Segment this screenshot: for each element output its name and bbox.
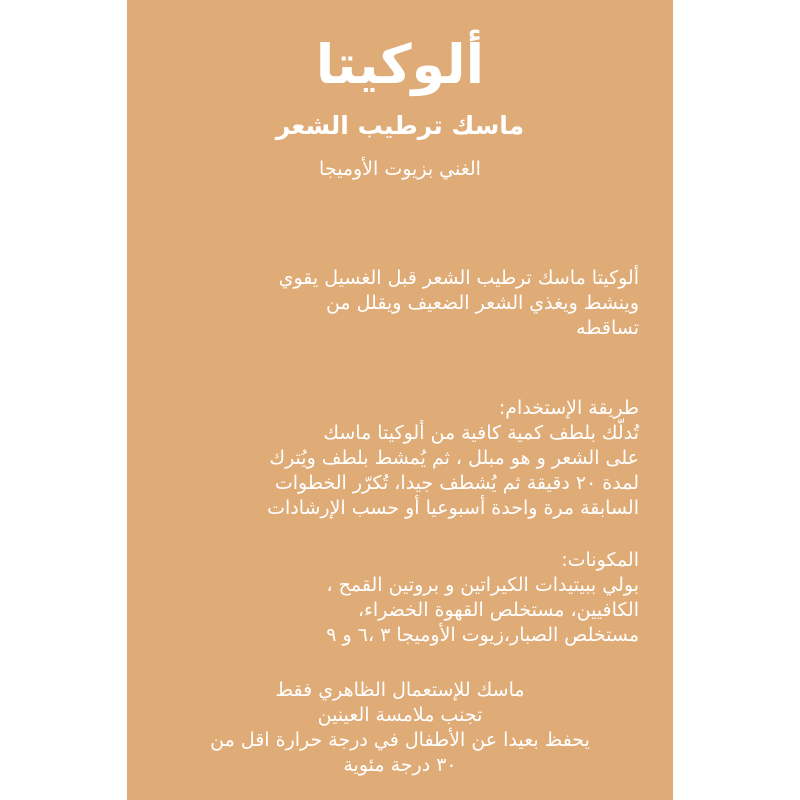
usage-line: السابقة مرة واحدة أسبوعيا أو حسب الإرشادات bbox=[267, 497, 639, 519]
usage-line: على الشعر و هو مبلل ، ثم يُمشط بلطف ويُترك bbox=[269, 447, 639, 469]
ingredients-heading: المكونات: bbox=[561, 549, 639, 571]
warning-line: تجنب ملامسة العينين bbox=[317, 704, 483, 726]
intro-line: وينشط ويغذي الشعر الضعيف ويقلل من bbox=[325, 292, 639, 314]
usage-line: تُدلّك بلطف كمية كافية من ألوكيتا ماسك bbox=[323, 422, 639, 444]
intro-line: ألوكيتا ماسك ترطيب الشعر قبل الغسيل يقوي bbox=[278, 267, 639, 289]
ingredients-line: مستخلص الصبار،زيوت الأوميجا ٣ ،٦ و ٩ bbox=[326, 624, 639, 646]
usage-heading: طريقة الإستخدام: bbox=[498, 397, 639, 419]
ingredients-section bbox=[157, 548, 639, 648]
ingredients-line: بولي ببيتيدات الكيراتين و بروتين القمح ، bbox=[326, 574, 639, 596]
brand-name: ألوكيتا bbox=[315, 33, 485, 96]
usage-section bbox=[157, 396, 639, 521]
ingredients-line: الكافيين، مستخلص القهوة الخضراء، bbox=[357, 599, 639, 621]
warning-line: يحفظ بعيدا عن الأطفال في درجة حرارة اقل من bbox=[210, 729, 590, 751]
product-label-panel bbox=[127, 0, 673, 800]
product-subtitle: ماسك ترطيب الشعر bbox=[275, 111, 525, 140]
warning-line: ٣٠ درجة مئوية bbox=[343, 754, 457, 776]
intro-paragraph bbox=[157, 266, 639, 341]
product-tagline: الغني بزيوت الأوميجا bbox=[319, 158, 481, 180]
warnings-section bbox=[147, 678, 653, 778]
warning-line: ماسك للإستعمال الظاهري فقط bbox=[275, 679, 525, 701]
intro-line: تساقطه bbox=[576, 317, 639, 339]
usage-line: لمدة ٢٠ دقيقة ثم يُشطف جيدا، تُكرّر الخطوات bbox=[274, 472, 639, 494]
